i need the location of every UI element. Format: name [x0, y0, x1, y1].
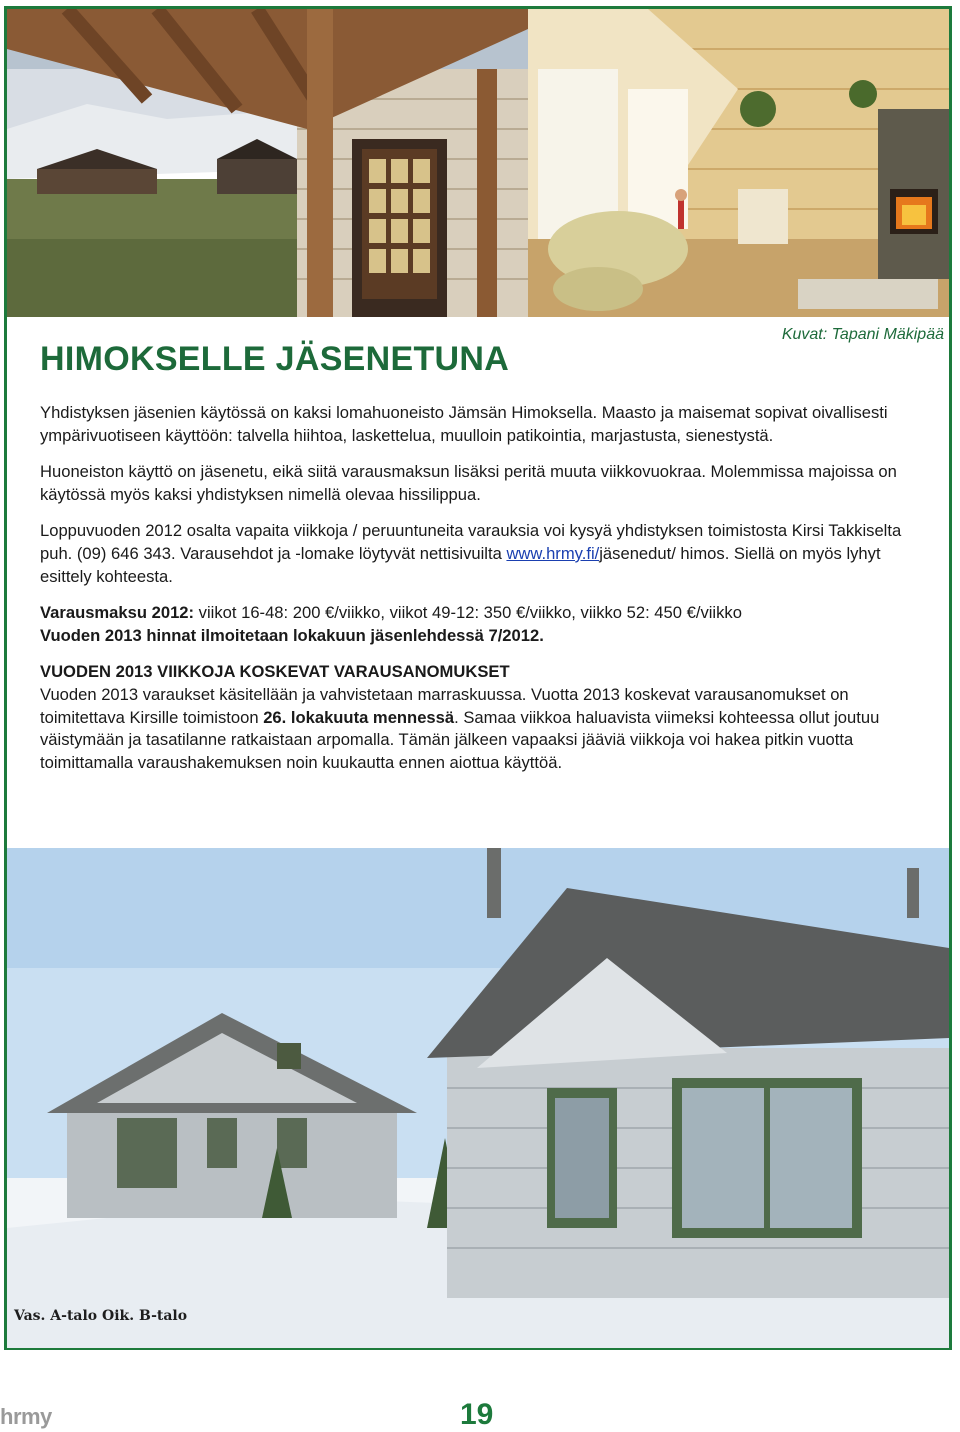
- article-body: [40, 402, 928, 788]
- availability-text: Loppuvuoden 2012 osalta vapaita viikkoja / peruuntuneita varauksia voi kysyä yhdistyksen toimistosta Kirsi Takkiselta puh. (09) 646 343. Varausehdot ja -lomake löytyvät nettisivuilta: [40, 521, 902, 563]
- paragraph-fees: [40, 602, 928, 647]
- website-link[interactable]: www.hrmy.fi/: [506, 543, 600, 563]
- photo-cabins-winter: [7, 848, 949, 1348]
- photo-credit: Kuvat: Tapani Mäkipää: [781, 326, 944, 343]
- photo-caption: Vas. A-talo Oik. B-talo: [14, 1308, 188, 1324]
- paragraph-reservations: [40, 661, 928, 774]
- availability-text-end: jäsenedut/ himos. Siellä on myös lyhyt esittely kohteesta.: [40, 543, 881, 586]
- reservations-text: Vuoden 2013 varaukset käsitellään ja vahvistetaan marraskuussa. Vuotta 2013 koskevat varausanomukset on toimitettava Kirsille toimistoon: [40, 684, 849, 727]
- page-title: HIMOKSELLE JÄSENETUNA: [40, 340, 510, 378]
- paragraph-intro: Yhdistyksen jäsenien käytössä on kaksi lomahuoneisto Jämsän Himoksella. Maasto ja maisemat sopivat oivallisesti ympärivuotiseen käyttöön: talvella hiihtoa, laskettelua, muulloin patikointia, marjastusta, sienestystä.: [40, 403, 888, 445]
- fees-text: viikot 16-48: 200 €/viikko, viikot 49-12: 350 €/viikko, viikko 52: 450 €/viikko: [194, 603, 742, 623]
- paragraph-benefit: Huoneiston käyttö on jäsenetu, eikä siitä varausmaksun lisäksi peritä muuta viikkovuokraa. Molemmissa majoissa on käytössä myös kaksi yhdistyksen nimellä olevaa hissilippua.: [40, 462, 897, 504]
- page-number: 19: [460, 1398, 494, 1431]
- fees-label: Varausmaksu 2012:: [40, 603, 195, 623]
- section-heading: VUODEN 2013 VIIKKOJA KOSKEVAT VARAUSANOMUKSET: [40, 662, 510, 682]
- photo-porch-door: [7, 9, 528, 317]
- fees-note: Vuoden 2013 hinnat ilmoitetaan lokakuun jäsenlehdessä 7/2012.: [40, 625, 544, 645]
- reservations-deadline: 26. lokakuuta mennessä: [263, 707, 455, 727]
- reservations-text-end: . Samaa viikkoa haluavista viimeksi kohteessa ollut joutuu väistymään ja tasatilanne ratkaistaan arpomalla. Tämän jälkeen vapaaksi jääviä viikkoja voi hakea pitkin vuotta toimittamalla varaushakemuksen noin kuukautta ennen aiottua käyttöä.: [40, 707, 880, 772]
- paragraph-availability: [40, 520, 928, 588]
- hrmy-logo: hrmy: [0, 1404, 52, 1429]
- photo-interior-fireplace: [528, 9, 949, 317]
